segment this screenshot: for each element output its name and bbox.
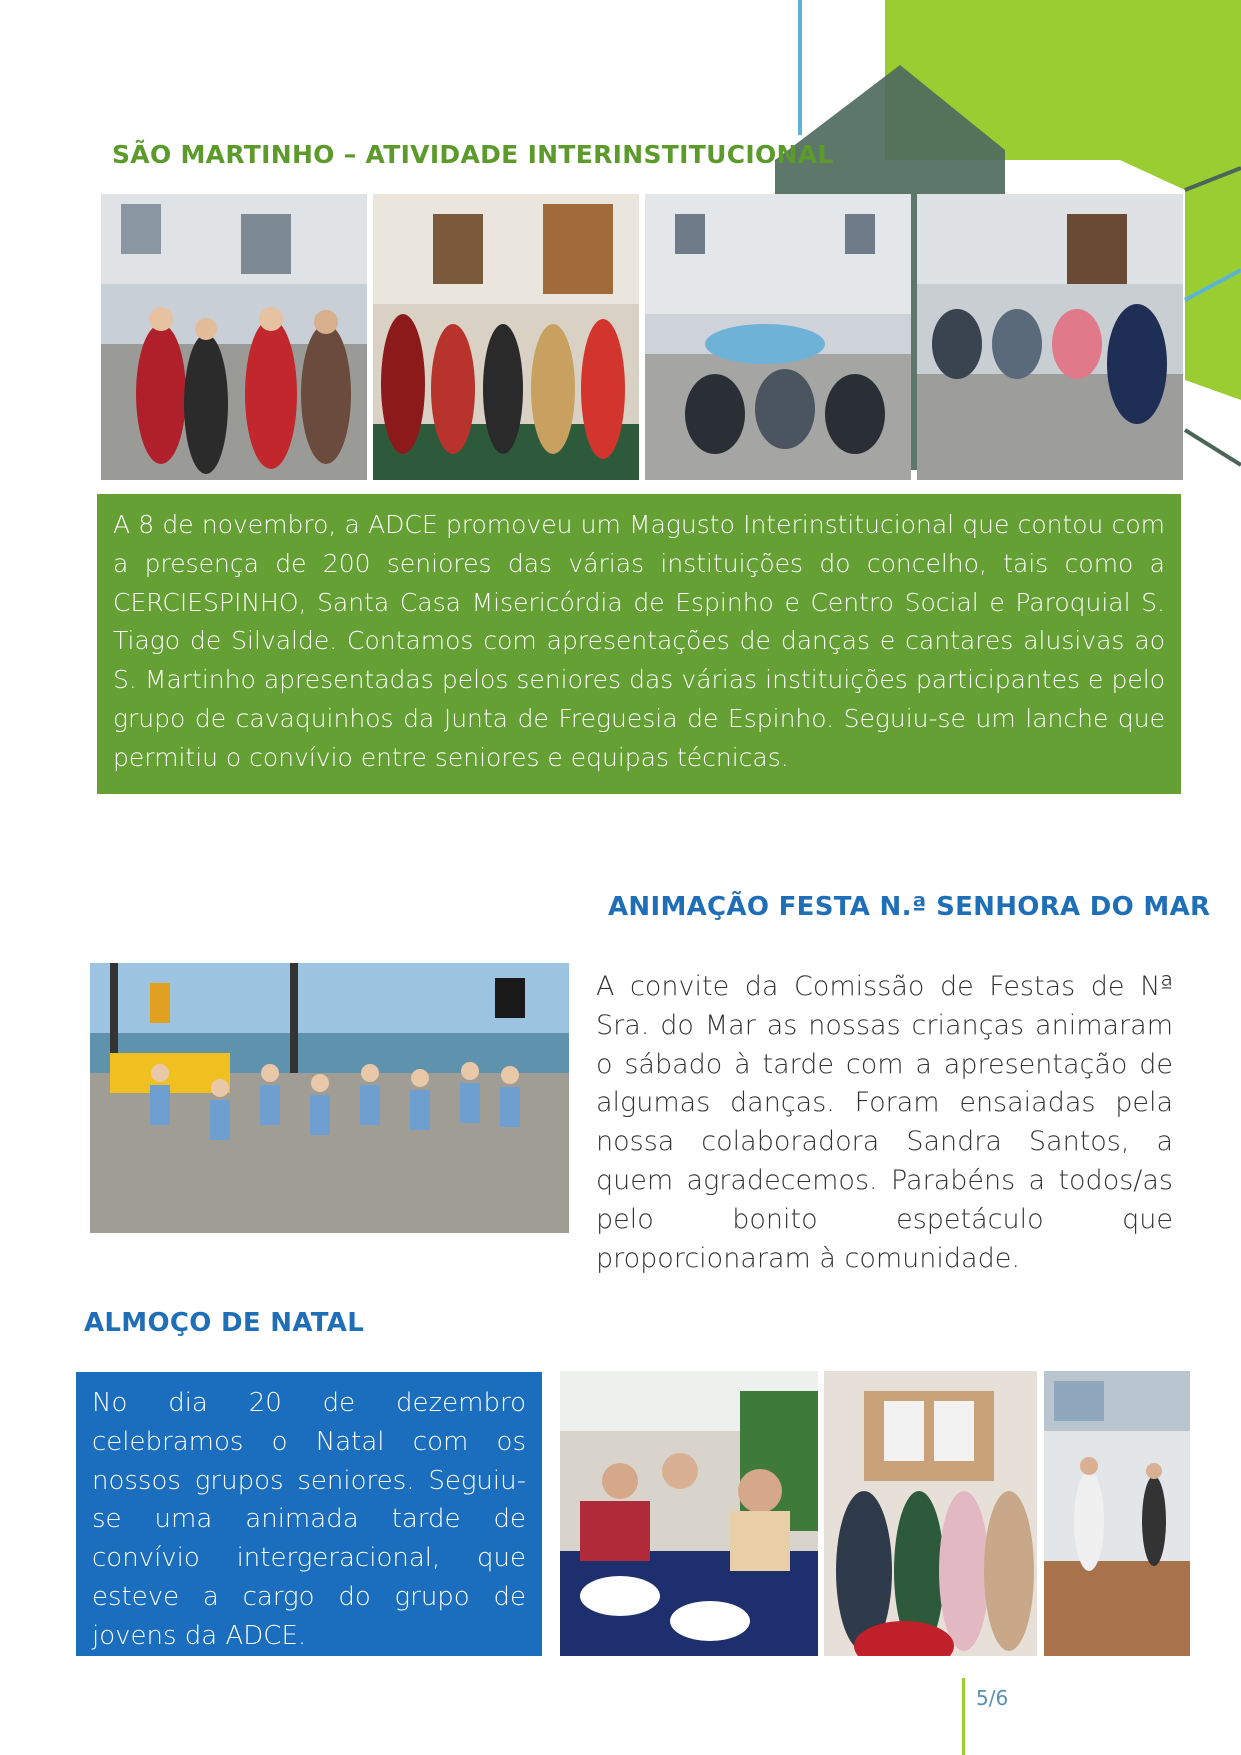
page-number: 5/6 xyxy=(976,1686,1009,1710)
photo-dancing-seniors xyxy=(101,194,367,480)
sao-martinho-body: A 8 de novembro, a ADCE promoveu um Magusto Interinstitucional que contou com a presença de 200 seniores das várias instituições do concelho, tais como a CERCIESPINHO, Santa Casa Misericórdia de Espinho e Centro Social e Paroquial S. Tiago de Silvalde. Contamos com apresentações de danças e cantares alusivas ao S. Martinho apresentadas pelos seniores das várias instituições participantes e pelo grupo de cavaquinhos da Junta de Freguesia de Espinho. Seguiu-se um lanche que permitiu o convívio entre seniores e equipas técnicas. xyxy=(113,510,1165,772)
photo-youth-dancing xyxy=(1044,1371,1190,1656)
photo-christmas-lunch-table xyxy=(560,1371,818,1656)
photo-christmas-singing xyxy=(824,1371,1037,1656)
photo-seniors-audience xyxy=(917,194,1183,480)
natal-body: No dia 20 de dezembro celebramos o Natal com os nossos grupos seniores. Seguiu-se uma animada tarde de convívio intergeracional, que esteve a cargo do grupo de jovens da ADCE. xyxy=(92,1388,526,1651)
natal-text-box xyxy=(76,1372,542,1656)
footer-accent-line xyxy=(962,1678,965,1755)
dark-line-shape-2 xyxy=(1185,430,1241,465)
section-title-natal: ALMOÇO DE NATAL xyxy=(84,1308,365,1338)
section-title-festa-mar: ANIMAÇÃO FESTA N.ª SENHORA DO MAR xyxy=(608,892,1211,922)
section-title-sao-martinho: SÃO MARTINHO – ATIVIDADE INTERINSTITUCIONAL xyxy=(112,140,834,169)
photo-children-dancing xyxy=(90,963,569,1233)
photo-cavaquinhos-group xyxy=(645,194,911,480)
festa-mar-body: A convite da Comissão de Festas de Nª Sra. do Mar as nossas crianças animaram o sábado à tarde com a apresentação de algumas danças. Foram ensaiadas pela nossa colaboradora Sandra Santos, a quem agradecemos. Parabéns a todos/as pelo bonito espetáculo que proporcionaram à comunidade. xyxy=(596,971,1173,1274)
sao-martinho-text-box xyxy=(97,494,1181,794)
photo-traditional-costumes xyxy=(373,194,639,480)
